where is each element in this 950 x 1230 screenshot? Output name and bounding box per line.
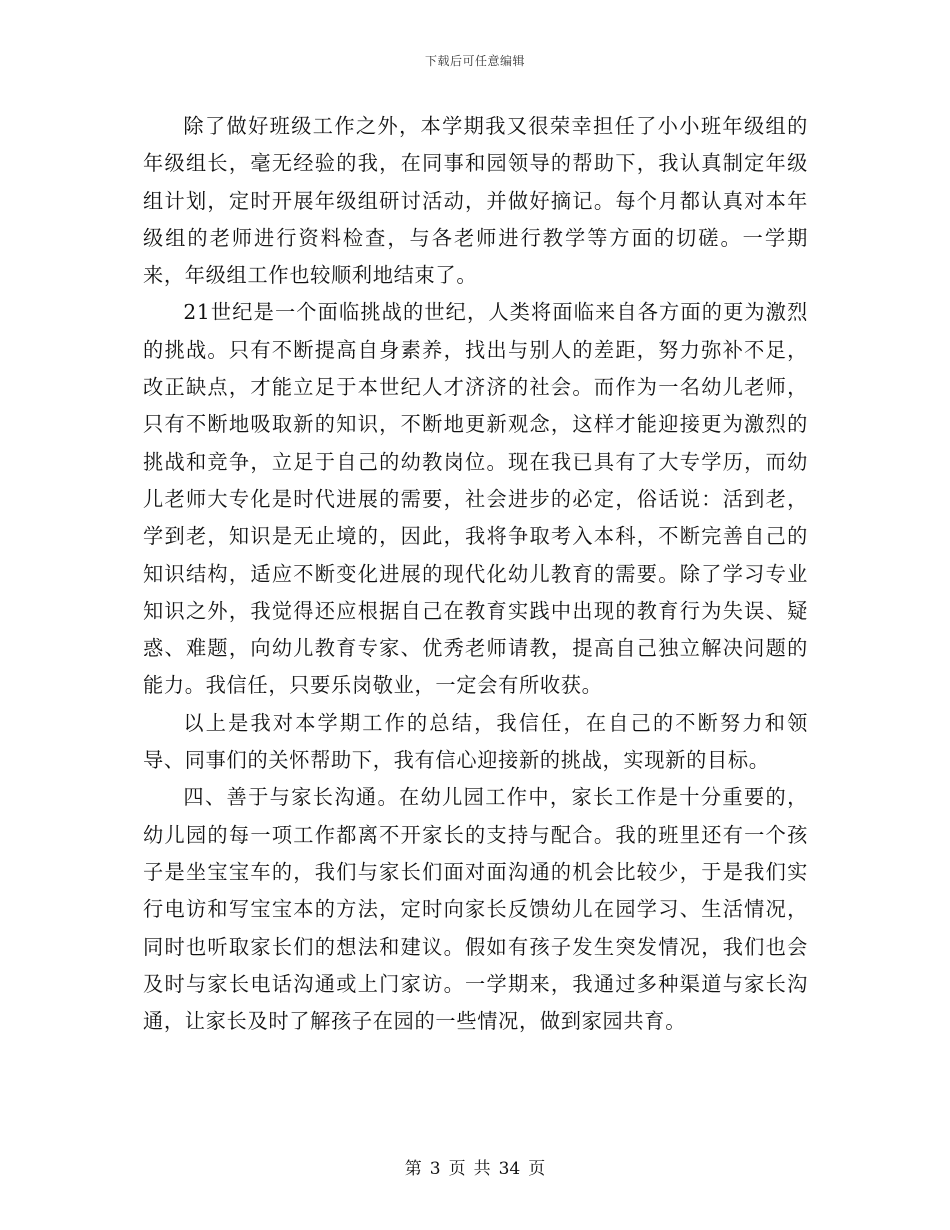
paragraph-grade-leader: 除了做好班级工作之外，本学期我又很荣幸担任了小小班年级组的年级组长，毫无经验的我，在同事和园领导的帮助下，我认真制定年级组计划，定时开展年级组研讨活动，并做好摘记。每个月都认真对本年级组的老师进行资料检查，与各老师进行教学等方面的切磋。一学期来，年级组工作也较顺利地结束了。 [143, 114, 808, 288]
document-body [143, 108, 808, 1040]
paragraph-21st-century: 21世纪是一个面临挑战的世纪，人类将面临来自各方面的更为激烈的挑战。只有不断提高自身素养，找出与别人的差距，努力弥补不足，改正缺点，才能立足于本世纪人才济济的社会。而作为一名幼儿老师，只有不断地吸取新的知识，不断地更新观念，这样才能迎接更为激烈的挑战和竞争，立足于自己的幼教岗位。现在我已具有了大专学历，而幼儿老师大专化是时代进展的需要，社会进步的必定，俗话说：活到老，学到老，知识是无止境的，因此，我将争取考入本科，不断完善自己的知识结构，适应不断变化进展的现代化幼儿教育的需要。除了学习专业知识之外，我觉得还应根据自己在教育实践中出现的教育行为失误、疑惑、难题，向幼儿教育专家、优秀老师请教，提高自己独立解决问题的能力。我信任，只要乐岗敬业，一定会有所收获。 [143, 300, 808, 698]
footer-total-pages: 34 [498, 1159, 521, 1179]
page-header: 下载后可任意编辑 [424, 54, 525, 68]
footer-current-page: 3 [429, 1159, 441, 1179]
footer-page-word: 页 [448, 1159, 466, 1179]
paragraph-parent-communication: 四、善于与家长沟通。在幼儿园工作中，家长工作是十分重要的，幼儿园的每一项工作都离不开家长的支持与配合。我的班里还有一个孩子是坐宝宝车的，我们与家长们面对面沟通的机会比较少，于是我们实行电访和写宝宝本的方法，定时向家长反馈幼儿在园学习、生活情况，同时也听取家长们的想法和建议。假如有孩子发生突发情况，我们也会及时与家长电话沟通或上门家访。一学期来，我通过多种渠道与家长沟通，让家长及时了解孩子在园的一些情况，做到家园共育。 [143, 785, 808, 1034]
page-footer [0, 1154, 950, 1179]
footer-prefix: 第 [404, 1159, 422, 1179]
footer-suffix: 页 [528, 1159, 546, 1179]
paragraph-summary: 以上是我对本学期工作的总结，我信任，在自己的不断努力和领导、同事们的关怀帮助下，我有信心迎接新的挑战，实现新的目标。 [143, 710, 808, 773]
footer-total-word: 共 [473, 1159, 491, 1179]
